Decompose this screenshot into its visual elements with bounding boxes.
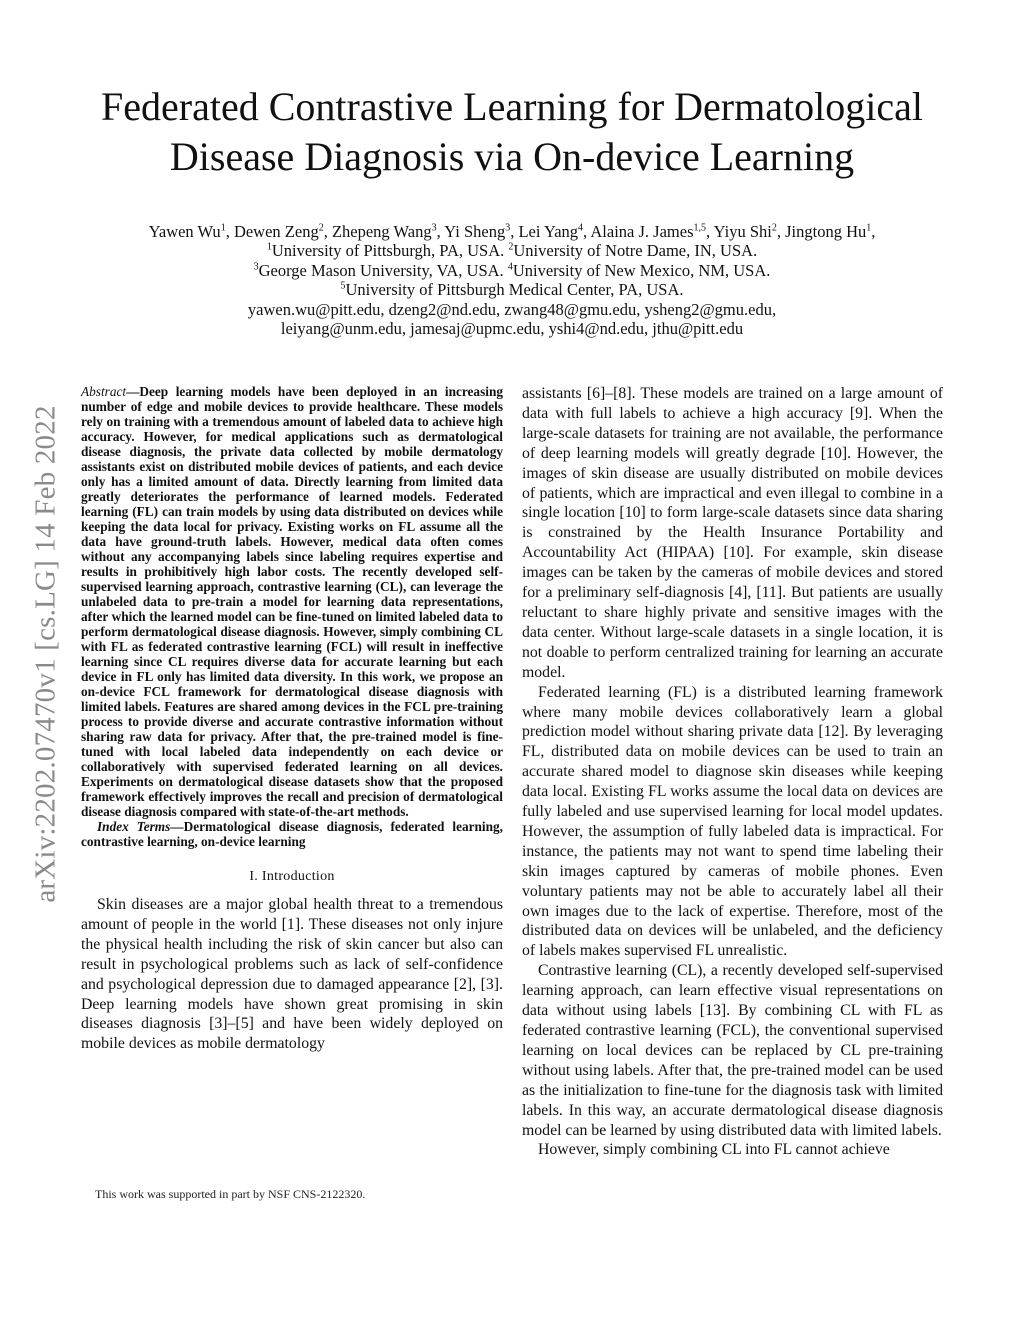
affiliation-line: [60, 261, 964, 280]
author-list: [60, 222, 964, 241]
affil-sup: 4: [507, 261, 513, 273]
author-affil-sup: 3: [505, 222, 511, 234]
affiliation-line: [60, 280, 964, 299]
author-block: [60, 222, 964, 338]
affil-sup: 3: [253, 261, 259, 273]
paragraph: Federated learning (FL) is a distributed learning framework where many mobile devices collaboratively learn a global prediction model without sharing private data [12]. By leveraging FL, distributed data on mobile devices can be used to train an accurate shared model to diagnose skin diseases while keeping data local. Existing FL works assume the local data on devices are fully labeled and use supervised learning for local model updates. However, the assumption of fully labeled data is impractical. For instance, the patients may not want to spend time labeling their skin images captured by cameras of mobile phones. Even voluntary patients may not be able to accurately label all their own images due to the lack of expertise. Therefore, most of the distributed data on devices will be unlabeled, and the deficiency of labels makes supervised FL unrealistic.: [522, 683, 943, 960]
index-terms: [81, 819, 503, 849]
paragraph: Skin diseases are a major global health threat to a tremendous amount of people in the world [1]. These diseases not only injure the physical health including the risk of skin cancer but also can result in psychological problems such as lack of self-confidence and psychological depression due to damaged appearance [2], [3]. Deep learning models have shown great promising in skin diseases diagnosis [3]–[5] and have been widely deployed on mobile devices as mobile dermatology: [81, 896, 503, 1053]
affil-sup: 2: [508, 241, 514, 253]
author-name: Zhepeng Wang: [331, 222, 432, 241]
title-line-2: Disease Diagnosis via On-device Learning: [169, 134, 855, 179]
author-affil-sup: 3: [431, 222, 437, 234]
affil-sup: 5: [340, 280, 346, 292]
author-sep: ,: [583, 222, 591, 241]
author-sep: ,: [871, 222, 876, 241]
author-name: Jingtong Hu: [785, 222, 867, 241]
paragraph: assistants [6]–[8]. These models are trained on a large amount of data with full labels to achieve a high accuracy [9]. When the large-scale datasets for training are not available, the performance of deep learning models will greatly degrade [10]. However, the images of skin disease are usually distributed on mobile devices of patients, which are impractical and even illegal to combine in a single location [10] to form large-scale datasets since data sharing is constrained by the Health Insurance Portability and Accountability Act (HIPAA) [10]. For example, skin disease images can be taken by the cameras of mobile devices and stored for a preliminary self-diagnosis [4], [11]. But patients are usually reluctant to share highly private and sensitive images with the data center. Without large-scale datasets in a single location, it is not doable to perform centralized training for learning an accurate model.: [522, 385, 943, 681]
section-heading: I. Introduction: [249, 869, 335, 884]
author-sep: ,: [436, 222, 445, 241]
author-affil-sup: 4: [578, 222, 584, 234]
affiliation: University of Pittsburgh, PA, USA.: [271, 241, 509, 261]
author-sep: ,: [323, 222, 332, 241]
abstract: [81, 384, 503, 819]
author-affil-sup: 1: [866, 222, 872, 234]
affiliation: University of New Mexico, NM, USA.: [512, 260, 771, 280]
title-line-1: Federated Contrastive Learning for Dermatological: [101, 84, 923, 129]
author-name: Yiyu Shi: [713, 222, 772, 241]
right-column: [522, 384, 943, 1160]
author-name: Yawen Wu: [148, 222, 221, 241]
affiliation: University of Notre Dame, IN, USA.: [513, 241, 758, 261]
author-sep: ,: [776, 222, 786, 241]
arxiv-id: arXiv:2202.07470v1 [cs.LG] 14 Feb 2022: [29, 405, 62, 903]
author-affil-sup: 1,5: [693, 222, 706, 234]
affil-sup: 1: [266, 241, 272, 253]
index-terms-text: —Dermatological disease diagnosis, federated learning, contrastive learning, on-device learning: [81, 819, 503, 849]
left-column: [81, 384, 503, 1054]
footnote: This work was supported in part by NSF CNS-2122320.: [95, 1187, 366, 1201]
affiliation-line: [60, 241, 964, 260]
paragraph: However, simply combining CL into FL cannot achieve: [538, 1141, 890, 1159]
email-line: yawen.wu@pitt.edu, dzeng2@nd.edu, zwang48@gmu.edu, ysheng2@gmu.edu,: [247, 299, 777, 319]
arxiv-stamp: [28, 358, 64, 950]
paragraph: Contrastive learning (CL), a recently developed self-supervised learning approach, can learn effective visual representations on data without using labels [13]. By combining CL with FL as federated contrastive learning (FCL), the conventional supervised learning on local devices can be replaced by CL pre-training without using labels. After that, the pre-trained model can be used as the initialization to fine-tune for the diagnosis task with limited labels. In this way, an accurate dermatological disease diagnosis model can be learned by using distributed data with limited labels.: [522, 962, 943, 1139]
affiliation: University of Pittsburgh Medical Center, PA, USA.: [345, 280, 684, 300]
affiliation: George Mason University, VA, USA.: [258, 260, 508, 280]
author-sep: ,: [510, 222, 519, 241]
author-name: Yi Sheng: [444, 222, 506, 241]
author-affil-sup: 1: [220, 222, 226, 234]
author-name: Lei Yang: [518, 222, 579, 241]
author-sep: ,: [225, 222, 234, 241]
author-affil-sup: 2: [771, 222, 777, 234]
author-name: Dewen Zeng: [233, 222, 319, 241]
email-line: leiyang@unm.edu, jamesaj@upmc.edu, yshi4@nd.edu, jthu@pitt.edu: [280, 319, 744, 339]
abstract-text: —Deep learning models have been deployed in an increasing number of edge and mobile devices to provide healthcare. These models rely on training with a tremendous amount of labeled data to achieve high accuracy. However, for medical applications such as dermatological disease diagnosis, the private data collected by mobile dermatology assistants exist on distributed mobile devices of patients, and each device only has a limited amount of data. Directly learning from limited data greatly deteriorates the performance of learned models. Federated learning (FL) can train models by using data distributed on devices while keeping the data local for privacy. Existing works on FL assume all the data have ground-truth labels. However, medical data often comes without any accompanying labels since labeling requires expertise and results in prohibitively high labor costs. The recently developed self-supervised learning approach, contrastive learning (CL), can leverage the unlabeled data to pre-train a model for learning data representations, after which the learned model can be fine-tuned on limited labeled data to perform dermatological disease diagnosis. However, simply combining CL with FL as federated contrastive learning (FCL) will result in ineffective learning since CL requires diverse data for accurate learning but each device in FL only has limited data diversity. In this work, we propose an on-device FCL framework for dermatological disease diagnosis with limited labels. Features are shared among devices in the FCL pre-training process to provide diverse and accurate contrastive information without sharing raw data for privacy. After that, the pre-trained model is fine-tuned with local labeled data independently on each device or collaboratively with supervised federated learning on all devices. Experiments on dermatological disease datasets show that the proposed framework effectively improves the recall and precision of dermatological disease diagnosis compared with state-of-the-art methods.: [81, 384, 503, 819]
paper-title: [60, 82, 964, 182]
author-sep: ,: [706, 222, 714, 241]
author-name: Alaina J. James: [590, 222, 694, 241]
author-affil-sup: 2: [318, 222, 324, 234]
abstract-label: Abstract: [81, 384, 127, 399]
index-terms-label: Index Terms: [97, 819, 171, 834]
